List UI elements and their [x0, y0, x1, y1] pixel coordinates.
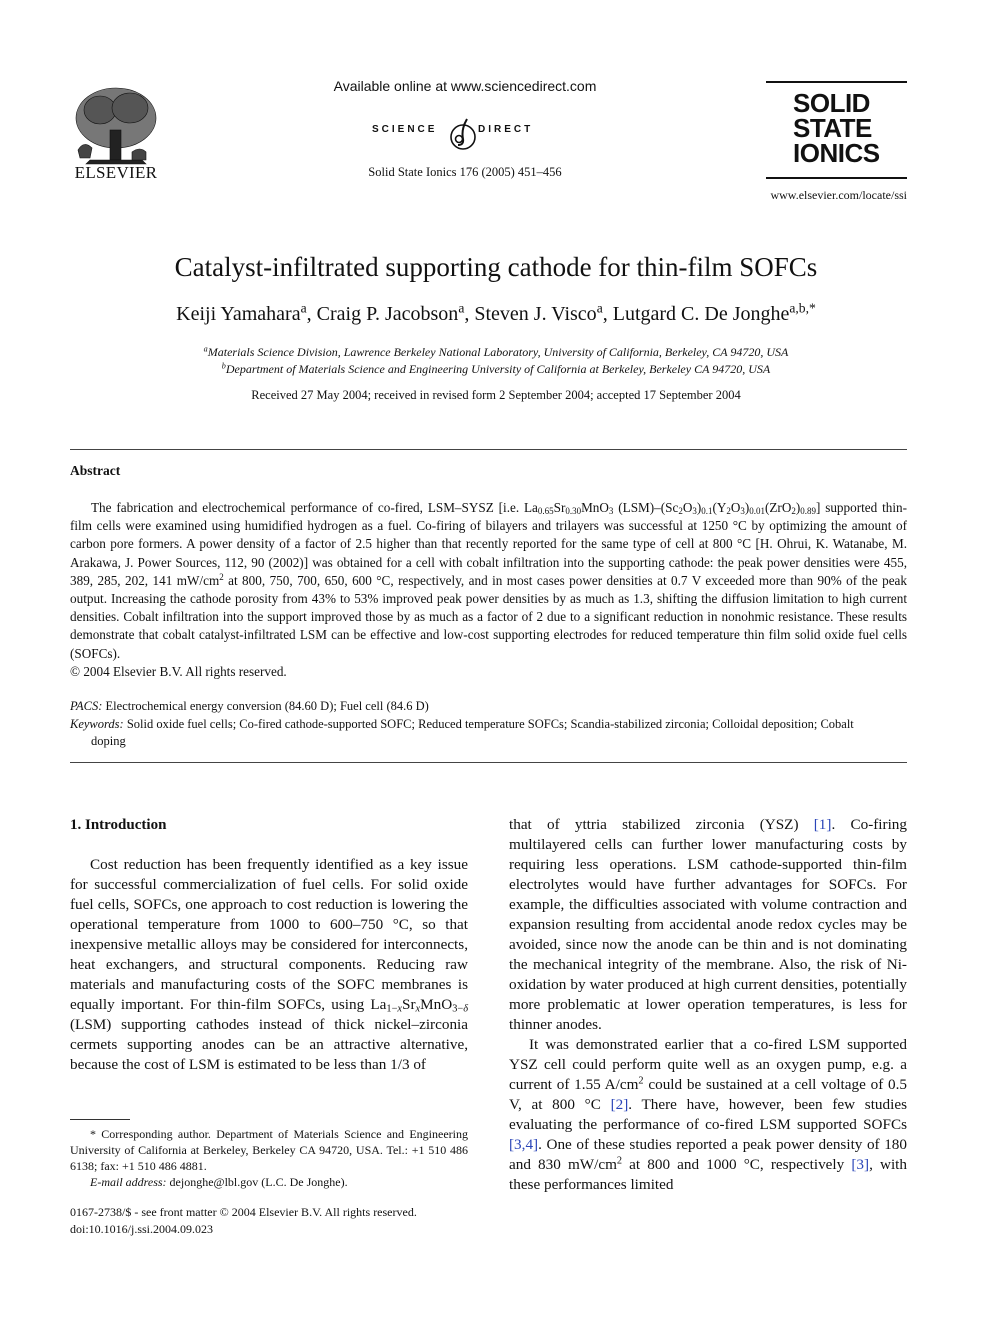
doi-line[interactable]: doi:10.1016/j.ssi.2004.09.023	[70, 1222, 214, 1236]
journal-logo-line: SOLID	[793, 88, 870, 118]
abstract-heading: Abstract	[70, 463, 121, 478]
affiliation-b: $^b$Department of Materials Science and Engineering University of California at Berkeley, Berkeley CA 94720, USA	[221, 361, 771, 376]
author-name: Lutgard C. De Jonghe	[612, 303, 790, 325]
sciencedirect-d-icon	[447, 115, 479, 153]
citation-link[interactable]: [3,4]	[509, 1136, 539, 1153]
footnote-rule	[70, 1119, 130, 1120]
divider-top	[70, 449, 907, 450]
keywords-line: Keywords: Solid oxide fuel cells; Co-fired cathode-supported SOFC; Reduced temperature SOFCs; Scandia-stabilized zirconia; Colloidal deposition; Cobalt doping	[70, 717, 854, 748]
author-affiliation-mark: a	[300, 300, 307, 316]
publisher-name: ELSEVIER	[74, 163, 158, 182]
affiliation-a: $^a$Materials Science Division, Lawrence Berkeley National Laboratory, University of California, Berkeley, CA 94720, USA	[203, 344, 789, 359]
journal-logo-rule-bottom	[766, 177, 907, 179]
author-affiliation-mark: a	[596, 300, 603, 316]
citation-link[interactable]: [3]	[851, 1156, 870, 1173]
pacs-line: PACS: Electrochemical energy conversion (84.60 D); Fuel cell (84.6 D)	[70, 699, 429, 713]
author-list: Keiji Yamahara$^a$, Craig P. Jacobson$^a$, Steven J. Visco$^a$, Lutgard C. De Jonghe$^{a,b,*}$	[176, 300, 816, 325]
received-dates: Received 27 May 2004; received in revised form 2 September 2004; accepted 17 September 2004	[251, 388, 741, 402]
journal-logo	[793, 88, 880, 168]
body-column-right: that of yttria stabilized zirconia (YSZ) [1]. Co-firing multilayered cells can further lower manufacturing costs by requiring less operations. LSM cathode-supported thin-film electrolytes would have further advantages for SOFCs. For example, the difficulties associated with volume contraction and expansion resulting from accidental anode redox cycles may be avoided, since now the anode can be thin and is not dominating the mechanical integrity of the membrane. Also, the risk of Ni-oxidation by water produced at high current densities, potentially more problematic at lower operation temperatures, is less for thinner anodes. It was demonstrated earlier that a co-fired LSM supported YSZ cell could perform quite well as an oxygen pump, e.g. a current of 1.55 $A/cm^2$ could be sustained at a cell voltage of 0.5 V, at 800 °C [2]. There have, however, been few studies evaluating the performance of co-fired LSM supported SOFCs [3,4]. One of these studies reported a peak power density of 180 and 830 $mW/cm^2$ at 800 and 1000 °C, respectively [3], with these performances limited	[509, 816, 907, 1193]
sciencedirect-logo-left: SCIENCE	[372, 124, 438, 135]
issn-line: 0167-2738/$ - see front matter © 2004 Elsevier B.V. All rights reserved.	[70, 1205, 417, 1219]
journal-citation: Solid State Ionics 176 (2005) 451–456	[368, 165, 562, 179]
author-name: Craig P. Jacobson	[316, 303, 459, 325]
sciencedirect-logo-right: DIRECT	[478, 124, 534, 135]
author-name: Keiji Yamahara	[176, 303, 301, 325]
paper-title: Catalyst-infiltrated supporting cathode for thin-film SOFCs	[174, 252, 818, 282]
corresponding-author-note: * Corresponding author. Department of Materials Science and Engineering University of California at Berkeley, Berkeley CA 94720, USA. Tel.: +1 510 486 6138; fax: +1 510 486 4881.	[70, 1127, 468, 1173]
citation-link[interactable]: [2]	[610, 1096, 629, 1113]
section-heading: 1. Introduction	[70, 817, 167, 833]
journal-logo-line: IONICS	[793, 138, 880, 168]
available-online-text: Available online at www.sciencedirect.com	[333, 78, 597, 94]
abstract-body: The fabrication and electrochemical performance of co-fired, LSM–SYSZ [i.e. $La_{0.65}Sr_{0.30}MnO_3$ $(LSM)-(Sc_2O_3)_{0.1}(Y_2O_3)_{0.01}(ZrO_2)_{0.89}$] supported thin-film cells were examined using humidified hydrogen as a fuel. Co-firing of bilayers and trilayers was successful at 1250 °C by optimizing the amount of carbon pore formers. A power density of a factor of 2.5 higher than that recently reported for the same type of cell at 800 °C [H. Ohrui, K. Watanabe, M. Arakawa, J. Power Sources, 112, 90 (2002)] was obtained for a cell with cobalt infiltration into the supporting cathode: the peak power densities were 455, 389, 285, 202, 141 $mW/cm^2$ at 800, 750, 700, 650, 600 °C, respectively, and in most cases power densities at 0.7 V exceeded more than 90% of the peak output. Increasing the cathode porosity from 43% to 53% improved peak power densities by as much as 1.3, shifting the diffusion limitation to high current densities. Cobalt infiltration into the support improved those by as much as a factor of 2 due to a significant reduction in nonohmic resistance. These results demonstrate that cobalt catalyst-infiltrated LSM can be effective and low-cost supporting electrodes for reduced temperature thin film solid oxide fuel cells (SOFCs). © 2004 Elsevier B.V. All rights reserved.	[70, 499, 907, 681]
citation-link[interactable]: [1]	[813, 816, 832, 833]
divider-bottom	[70, 762, 907, 763]
author-affiliation-mark: a	[458, 300, 465, 316]
abstract-copyright: © 2004 Elsevier B.V. All rights reserved.	[70, 663, 287, 679]
issn-doi	[70, 1204, 468, 1238]
author-email[interactable]: dejonghe@lbl.gov (L.C. De Jonghe).	[169, 1175, 348, 1189]
journal-url[interactable]: www.elsevier.com/locate/ssi	[770, 188, 907, 202]
author-name: Steven J. Visco	[474, 303, 597, 325]
body-column-left: 1. Introduction Cost reduction has been frequently identified as a key issue for successful commercialization of fuel cells. For solid oxide fuel cells, SOFCs, one approach to cost reduction is lowering the operational temperature from 1000 to 600–750 °C, so that inexpensive metallic alloys may be considered for interconnects, heat exchangers, and structural components. Reducing raw materials and manufacturing costs of the SOFC membranes is equally important. For thin-film SOFCs, using $La_{1-x}Sr_xMnO_{3-\delta}$ (LSM) supporting cathodes instead of thick nickel–zirconia cermets supporting anodes can be an attractive alternative, because the cost of LSM is estimated to be less than 1/3 of	[70, 817, 468, 1073]
footnote: * Corresponding author. Department of Materials Science and Engineering University of California at Berkeley, Berkeley CA 94720, USA. Tel.: +1 510 486 6138; fax: +1 510 486 4881. E-mail address: dejonghe@lbl.gov (L.C. De Jonghe).	[70, 1127, 468, 1189]
author-affiliation-mark[interactable]: a,b,*	[789, 300, 816, 316]
journal-logo-rule-top	[766, 81, 907, 83]
journal-logo-line: STATE	[793, 113, 872, 143]
